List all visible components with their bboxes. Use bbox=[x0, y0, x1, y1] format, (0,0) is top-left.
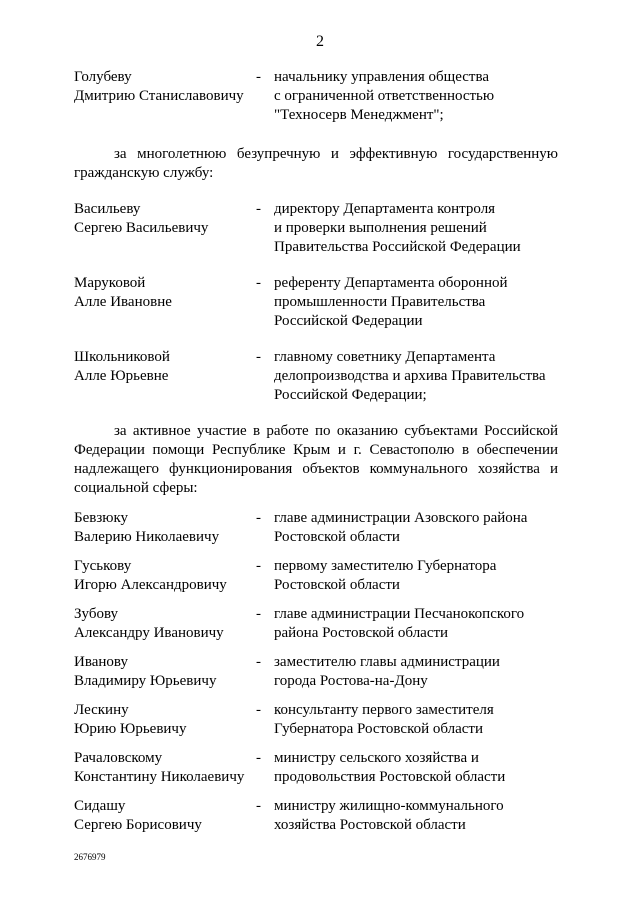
position-line: Губернатора Ростовской области bbox=[274, 721, 484, 737]
section-heading: за активное участие в работе по оказанию субъектами Российской Федерации помощи Республике Крым и г. Севастополю в обеспечении надлежащего функционирования объектов коммунального хозяйства и социальной сферы: bbox=[74, 423, 558, 496]
recipient-name bbox=[74, 509, 256, 547]
award-entry bbox=[74, 348, 558, 405]
award-entry bbox=[74, 68, 558, 125]
name-line: Владимиру Юрьевичу bbox=[74, 673, 217, 689]
recipient-name bbox=[74, 749, 256, 787]
separator-dash: - bbox=[256, 750, 261, 766]
recipient-name bbox=[74, 68, 256, 125]
position-line: города Ростова-на-Дону bbox=[274, 673, 428, 689]
separator-dash: - bbox=[256, 654, 261, 670]
name-line: Алле Юрьевне bbox=[74, 368, 169, 384]
recipient-position bbox=[274, 68, 558, 125]
recipient-name bbox=[74, 605, 256, 643]
page-number: 2 bbox=[316, 33, 324, 50]
document-id: 2676979 bbox=[74, 852, 106, 862]
award-entry bbox=[74, 653, 558, 691]
position-line: главному советнику Департамента bbox=[274, 349, 496, 365]
name-line: Сергею Васильевичу bbox=[74, 220, 209, 236]
position-line: делопроизводства и архива Правительства bbox=[274, 368, 546, 384]
position-line: первому заместителю Губернатора bbox=[274, 558, 497, 574]
name-line: Голубеву bbox=[74, 69, 132, 85]
position-line: консультанту первого заместителя bbox=[274, 702, 494, 718]
separator-dash: - bbox=[256, 275, 261, 291]
name-line: Игорю Александровичу bbox=[74, 577, 227, 593]
position-line: Российской Федерации bbox=[274, 313, 423, 329]
position-line: Правительства Российской Федерации bbox=[274, 239, 521, 255]
position-line: начальнику управления общества bbox=[274, 69, 490, 85]
recipient-name bbox=[74, 797, 256, 835]
award-entry bbox=[74, 557, 558, 595]
name-line: Алле Ивановне bbox=[74, 294, 172, 310]
recipient-position bbox=[274, 200, 558, 257]
name-line: Бевзюку bbox=[74, 510, 129, 526]
award-entry bbox=[74, 509, 558, 547]
position-line: референту Департамента оборонной bbox=[274, 275, 508, 291]
separator-dash: - bbox=[256, 558, 261, 574]
section-heading: за многолетнюю безупречную и эффективную государственную гражданскую службу: bbox=[74, 146, 558, 181]
position-line: министру сельского хозяйства и bbox=[274, 750, 479, 766]
position-line: директору Департамента контроля bbox=[274, 201, 496, 217]
document-body bbox=[74, 68, 558, 835]
award-entry bbox=[74, 200, 558, 257]
position-line: района Ростовской области bbox=[274, 625, 449, 641]
separator-dash: - bbox=[256, 349, 261, 365]
recipient-name bbox=[74, 701, 256, 739]
recipient-name bbox=[74, 653, 256, 691]
award-entry bbox=[74, 701, 558, 739]
position-line: с ограниченной ответственностью bbox=[274, 88, 495, 104]
position-line: Российской Федерации; bbox=[274, 387, 427, 403]
position-line: главе администрации Песчанокопского bbox=[274, 606, 525, 622]
name-line: Сидашу bbox=[74, 798, 126, 814]
position-line: "Техносерв Менеджмент"; bbox=[274, 107, 444, 123]
award-entry bbox=[74, 749, 558, 787]
award-entry bbox=[74, 605, 558, 643]
position-line: продовольствия Ростовской области bbox=[274, 769, 506, 785]
position-line: и проверки выполнения решений bbox=[274, 220, 487, 236]
name-line: Юрию Юрьевичу bbox=[74, 721, 187, 737]
award-entry bbox=[74, 797, 558, 835]
separator-dash: - bbox=[256, 69, 261, 85]
recipient-position bbox=[274, 797, 558, 835]
recipient-position bbox=[274, 274, 558, 331]
name-line: Школьниковой bbox=[74, 349, 170, 365]
separator-dash: - bbox=[256, 798, 261, 814]
separator-dash: - bbox=[256, 201, 261, 217]
name-line: Гуськову bbox=[74, 558, 132, 574]
name-line: Валерию Николаевичу bbox=[74, 529, 220, 545]
recipient-name bbox=[74, 557, 256, 595]
name-line: Лескину bbox=[74, 702, 129, 718]
name-line: Иванову bbox=[74, 654, 128, 670]
recipient-position bbox=[274, 348, 558, 405]
name-line: Зубову bbox=[74, 606, 119, 622]
name-line: Дмитрию Станиславовичу bbox=[74, 88, 244, 104]
position-line: промышленности Правительства bbox=[274, 294, 486, 310]
position-line: Ростовской области bbox=[274, 529, 400, 545]
recipient-position bbox=[274, 605, 558, 643]
name-line: Константину Николаевичу bbox=[74, 769, 245, 785]
recipient-name bbox=[74, 348, 256, 405]
recipient-position bbox=[274, 749, 558, 787]
recipient-position bbox=[274, 701, 558, 739]
recipient-position bbox=[274, 557, 558, 595]
position-line: министру жилищно-коммунального bbox=[274, 798, 504, 814]
name-line: Маруковой bbox=[74, 275, 146, 291]
recipient-name bbox=[74, 200, 256, 257]
position-line: хозяйства Ростовской области bbox=[274, 817, 466, 833]
separator-dash: - bbox=[256, 510, 261, 526]
separator-dash: - bbox=[256, 702, 261, 718]
name-line: Васильеву bbox=[74, 201, 141, 217]
name-line: Александру Ивановичу bbox=[74, 625, 224, 641]
recipient-name bbox=[74, 274, 256, 331]
position-line: главе администрации Азовского района bbox=[274, 510, 528, 526]
award-entry bbox=[74, 274, 558, 331]
recipient-position bbox=[274, 653, 558, 691]
name-line: Сергею Борисовичу bbox=[74, 817, 202, 833]
recipient-position bbox=[274, 509, 558, 547]
name-line: Рачаловскому bbox=[74, 750, 163, 766]
position-line: заместителю главы администрации bbox=[274, 654, 500, 670]
separator-dash: - bbox=[256, 606, 261, 622]
position-line: Ростовской области bbox=[274, 577, 400, 593]
